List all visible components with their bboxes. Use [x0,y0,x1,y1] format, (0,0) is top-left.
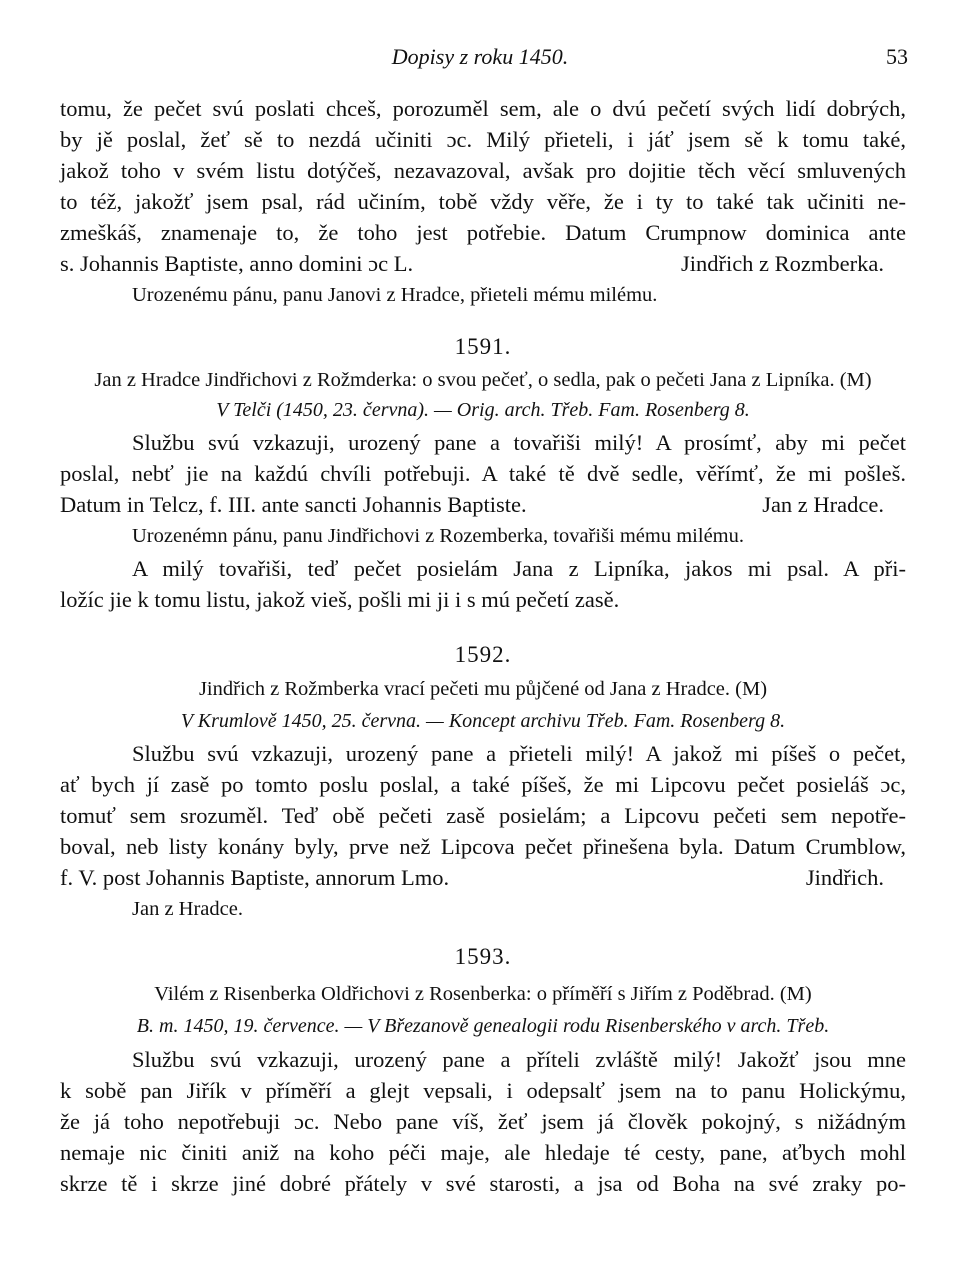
address-line: Urozenému pánu, panu Janovi z Hradce, přieteli mému milému. [132,284,658,306]
date-text: s. Johannis Baptiste, anno domini ɔc L. [60,251,414,276]
signature: Jindřich. [805,865,884,890]
address-line: Urozenémn pánu, panu Jindřichovi z Rozemberka, tovařiši mému milému. [132,525,744,547]
text-line: Službu svú vzkazuji, urozený pane a tovařiši milý! A prosímť, aby mi pečet [132,430,906,455]
letter-summary: Jan z Hradce Jindřichovi z Rožmderka: o svou pečeť, o sedla, pak o pečeti Jana z Lipníka. (M) [94,369,872,391]
letter-source: B. m. 1450, 19. července. — V Březanově genealogii rodu Risenberského v arch. Třeb. [136,1015,830,1037]
address-line: Jan z Hradce. [132,898,243,920]
text-line: poslal, nebť jie na každú chvíli potřebuji. A také tě dvě sedle, věřímť, že mi pošleš. [60,461,906,486]
signature: Jan z Hradce. [762,492,884,517]
text-line: nemaje nic činiti aniž na koho péči maje, ale hledaje té cesty, pane, aťbych mohl [60,1140,906,1165]
closing-line [60,863,906,893]
letter-summary: Vilém z Risenberka Oldřichovi z Rosenberka: o příměří s Jiřím z Poděbrad. (M) [154,983,812,1005]
letter-source: V Telči (1450, 23. června). — Orig. arch. Třeb. Fam. Rosenberg 8. [216,399,750,421]
text-line: že já toho nepotřebuji ɔc. Nebo pane víš, žeť jsem já člověk pokojný, s nižádným [60,1109,906,1134]
running-title: Dopisy z roku 1450. [391,44,569,69]
text-line: skrze tě i skrze jiné dobré přátely v své starosti, a jsa od Boha na své zraky po- [60,1171,906,1196]
text-line: zmeškáš, znamenaje to, že toho jest potřebie. Datum Crumpnow dominica ante [60,220,906,245]
postscript-line: ložíc jie k tomu listu, jakož vieš, pošli mi ji i s mú pečetí zasě. [60,587,620,612]
postscript-line: A milý tovařiši, teď pečet posielám Jana z Lipníka, jakos mi psal. A při- [132,556,906,581]
signature: Jindřich z Rozmberka. [680,251,884,276]
closing-line [60,490,906,520]
text-line: tomu, že pečet svú poslati chceš, porozuměl sem, ale o dvú pečetí svých lidí dobrých, [60,96,906,121]
letter-summary: Jindřich z Rožmberka vrací pečeti mu půjčené od Jana z Hradce. (M) [198,678,768,700]
text-line: Službu svú vzkazuji, urozený pane a příteli zvláště milý! Jakožť jsou mne [132,1047,906,1072]
text-line: jakož toho v svém listu dotýčeš, nezavazoval, avšak pro dojitie těch věcí smluvených [60,158,906,183]
running-header [0,44,960,74]
letter-source: V Krumlově 1450, 25. června. — Koncept archivu Třeb. Fam. Rosenberg 8. [180,710,786,732]
letter-number: 1592. [454,642,512,667]
date-text: f. V. post Johannis Baptiste, annorum Lmo. [60,865,450,890]
text-line: Službu svú vzkazuji, urozený pane a přieteli milý! A jakož mi píšeš o pečet, [132,741,906,766]
text-line: to též, jakožť jsem psal, rád učiním, tobě vždy věře, že i ty to také tak učiniti ne- [60,189,906,214]
text-line: k sobě pan Jiřík v příměří a glejt vepsali, i odepsalť jsem na to panu Holickýmu, [60,1078,906,1103]
page-number: 53 [886,44,908,69]
letter-number: 1591. [454,334,512,359]
text-line: by jě poslal, žeť sě to nezdá učiniti ɔc. Milý přieteli, i jáť jsem sě k tomu také, [60,127,906,152]
text-line: boval, neb listy konány byly, prve než Lipcova pečet přinešena byla. Datum Crumblow, [60,834,906,859]
letter-number: 1593. [454,944,512,969]
closing-line [60,249,906,279]
text-line: tomuť sem srozuměl. Teď obě pečeti zasě posielám; a Lipcovu pečeti sem nepotře- [60,803,906,828]
text-line: ať bych jí zasě po tomto poslu poslal, a také píšeš, že mi Lipcovu pečet posieláš ɔc, [60,772,906,797]
date-text: Datum in Telcz, f. III. ante sancti Johannis Baptiste. [60,492,527,517]
